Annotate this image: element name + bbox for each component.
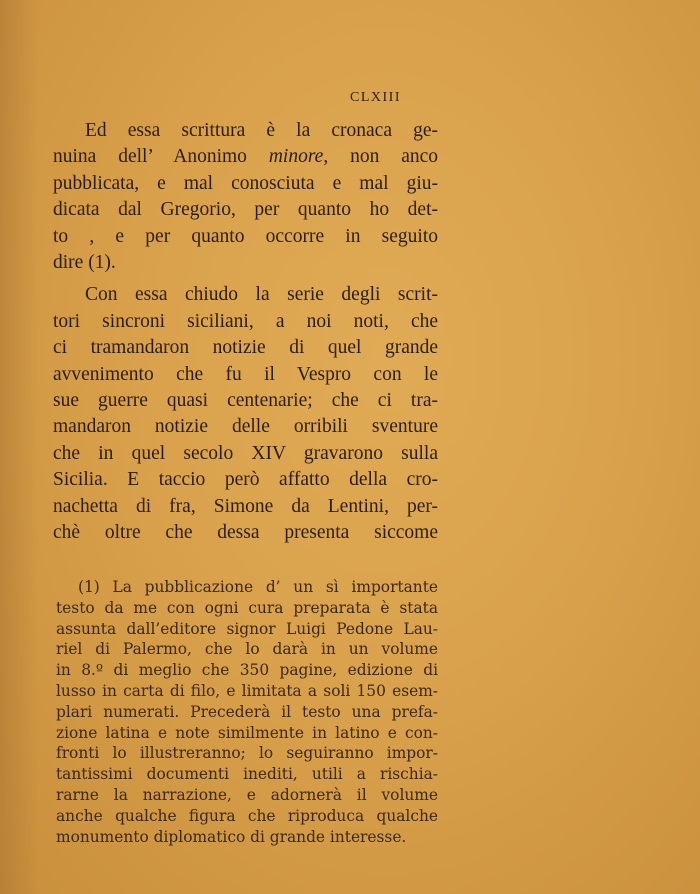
text-line: mandaron notizie delle orribili sventure xyxy=(53,416,438,438)
text-line: tori sincroni siciliani, a noi noti, che xyxy=(53,310,438,332)
text-fragment: nuina dell’ Anonimo xyxy=(53,146,269,168)
text-line: sue guerre quasi centenarie; che ci tra- xyxy=(53,390,438,412)
footnote-line: riel di Palermo, che lo darà in un volume xyxy=(56,640,438,659)
main-text xyxy=(53,118,438,547)
text-line: nachetta di fra, Simone da Lentini, per- xyxy=(53,495,438,517)
footnote-line: (1) La pubblicazione d’ un sì importante xyxy=(78,578,438,596)
text-line: pubblicata, e mal conosciuta e mal giu- xyxy=(53,172,438,194)
text-line: dicata dal Gregorio, per quanto ho det- xyxy=(53,199,438,221)
text-line: to , e per quanto occorre in seguito xyxy=(53,225,438,247)
footnote-line: plari numerati. Precederà il testo una prefa- xyxy=(56,702,438,721)
page-shadow xyxy=(0,0,40,894)
footnote-line: fronti lo illustreranno; lo seguiranno impor- xyxy=(56,744,438,763)
footnote-line: testo da me con ogni cura preparata è stata xyxy=(56,598,438,617)
text-line: ci tramandaron notizie di quel grande xyxy=(53,337,438,359)
paragraph-1 xyxy=(53,118,438,276)
text-line: chè oltre che dessa presenta siccome xyxy=(53,522,438,544)
footnote-line: monumento diplomatico di grande interesse. xyxy=(56,827,407,846)
text-fragment: , non anco xyxy=(323,146,439,168)
footnote-line: anche qualche figura che riproduca qualche xyxy=(56,806,438,825)
text-line: dire (1). xyxy=(53,252,116,274)
paragraph-2 xyxy=(53,282,438,546)
footnote-line: assunta dall’editore signor Luigi Pedone Lau- xyxy=(56,619,438,638)
footnote-line: tantissimi documenti inediti, utili a rischia- xyxy=(56,765,438,784)
text-line: Con essa chiudo la serie degli scrit- xyxy=(85,284,438,306)
page-number: CLXIII xyxy=(350,90,401,105)
footnote-line: in 8.º di meglio che 350 pagine, edizione di xyxy=(56,661,438,680)
footnote xyxy=(56,577,438,847)
text-line xyxy=(53,144,438,170)
text-line: avvenimento che fu il Vespro con le xyxy=(53,363,438,385)
text-line: Sicilia. E taccio però affatto della cro- xyxy=(53,469,438,491)
text-line: Ed essa scrittura è la cronaca ge- xyxy=(85,120,438,141)
footnote-line: lusso in carta di filo, e limitata a soli 150 esem- xyxy=(56,681,438,700)
italic-word: minore xyxy=(268,146,324,168)
footnote-line: rarne la narrazione, e adornerà il volume xyxy=(56,785,438,804)
text-line: che in quel secolo XIV gravarono sulla xyxy=(53,442,438,464)
footnote-line: zione latina e note similmente in latino e con- xyxy=(56,723,438,742)
